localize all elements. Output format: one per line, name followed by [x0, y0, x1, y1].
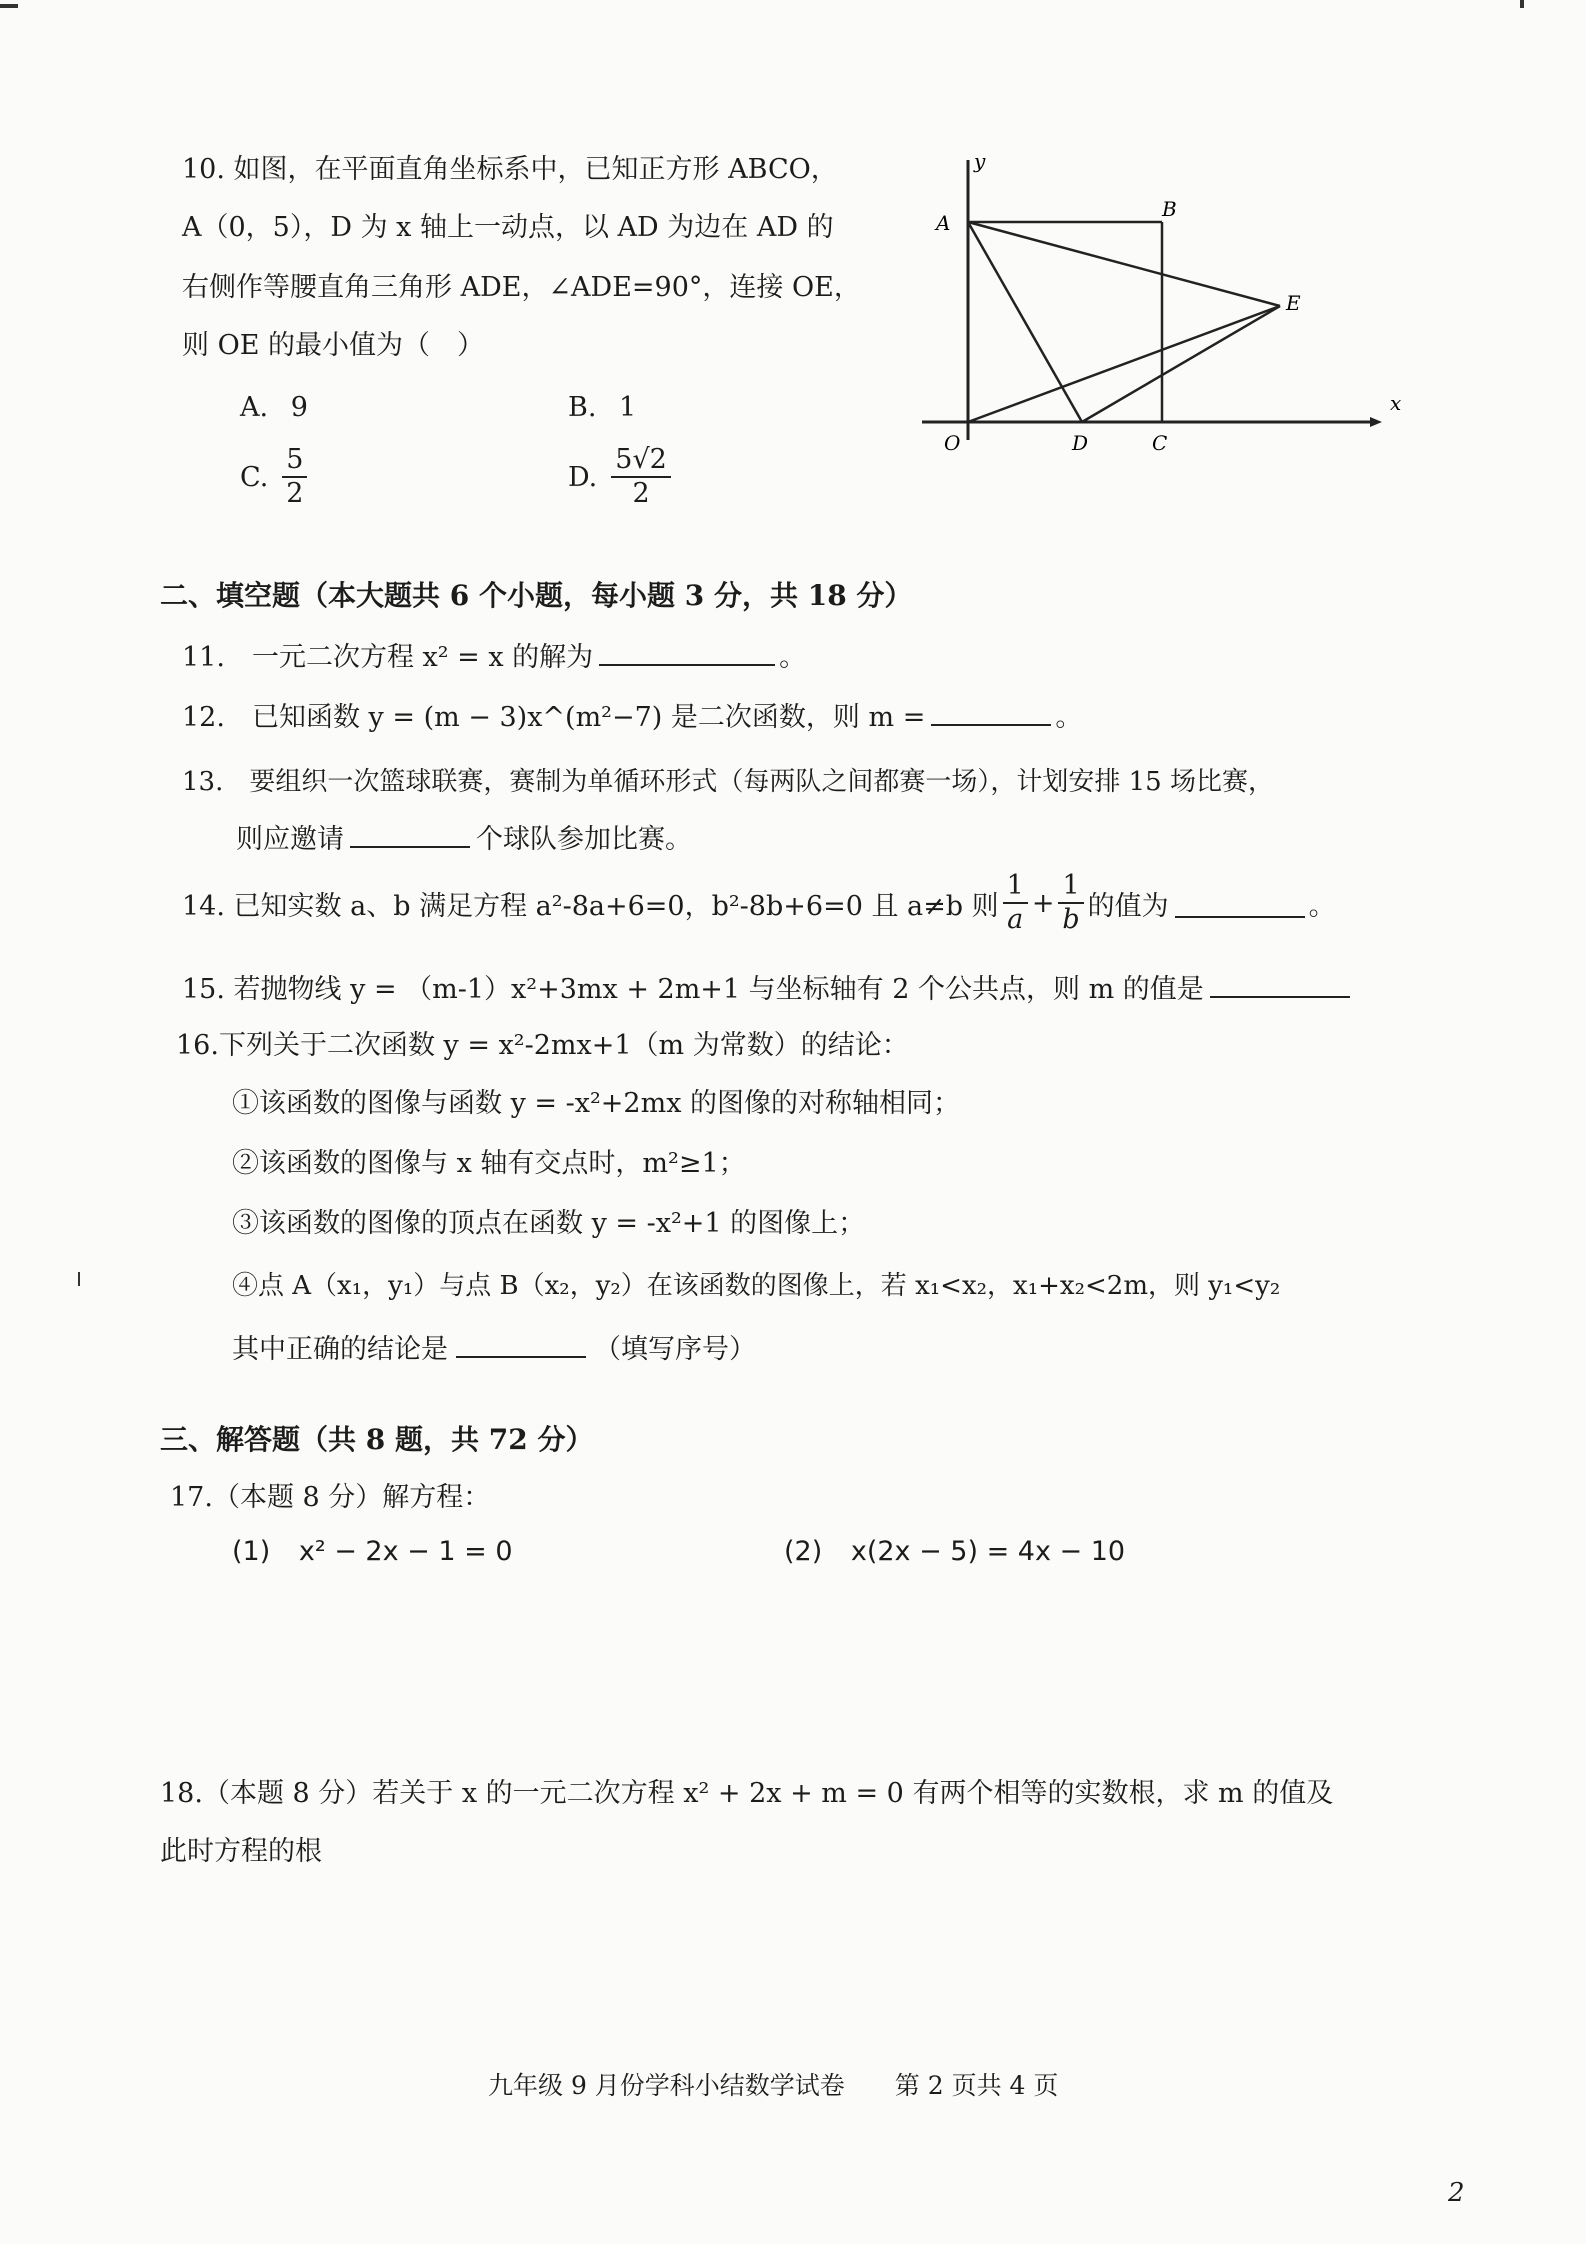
segment-DE: [1082, 306, 1280, 422]
segment-AD: [968, 222, 1082, 422]
q16-ask: [232, 1328, 756, 1370]
option-b-label: B.: [568, 392, 597, 423]
q12-end: 。: [1055, 702, 1083, 733]
q11-end: 。: [779, 642, 807, 673]
q17-part-2: [784, 1532, 1125, 1572]
q14-f1-denominator: a: [1007, 904, 1024, 935]
q16-conclusion-3: ③该函数的图像的顶点在函数 y = -x²+1 的图像上；: [232, 1208, 866, 1239]
q14-end: 。: [1308, 890, 1336, 922]
section-2-title: 二、填空题（本大题共 6 个小题，每小题 3 分，共 18 分）: [160, 579, 913, 612]
q17-title: 17.（本题 8 分）解方程：: [170, 1482, 491, 1513]
q13-answer-blank: [350, 818, 470, 848]
q16-intro: 16.下列关于二次函数 y = x²-2mx+1（m 为常数）的结论：: [176, 1030, 909, 1061]
scan-corner-mark-right: [1520, 0, 1524, 8]
q13-text-before: 则应邀请: [236, 824, 344, 855]
q10-figure: [900, 140, 1420, 470]
option-c-numerator: 5: [282, 444, 307, 478]
scan-dot-left: [78, 1272, 80, 1286]
q15-answer-blank: [1210, 968, 1350, 998]
option-d-label: D.: [568, 461, 598, 493]
q15-text: 15. 若抛物线 y = （m-1）x²+3mx + 2m+1 与坐标轴有 2 个公共点，则 m 的值是: [182, 974, 1204, 1005]
label-O: O: [944, 431, 961, 455]
q12-answer-blank: [931, 696, 1051, 726]
q10-line-3: 右侧作等腰直角三角形 ADE，∠ADE=90°，连接 OE，: [182, 272, 861, 303]
q14-fraction-1: [1003, 870, 1028, 936]
option-b-value: 1: [619, 392, 637, 423]
q14-tail: 的值为: [1087, 890, 1169, 922]
q16-conclusion-2: ②该函数的图像与 x 轴有交点时，m²≥1；: [232, 1148, 746, 1179]
option-c-denominator: 2: [286, 478, 304, 509]
option-a: [240, 388, 308, 428]
q10-line-1: 10. 如图，在平面直角坐标系中，已知正方形 ABCO，: [182, 154, 838, 185]
option-c: [240, 444, 311, 510]
option-d-fraction: [611, 444, 671, 510]
label-E: E: [1286, 291, 1301, 315]
question-11: [182, 636, 806, 678]
q17-p1-label: (1): [232, 1536, 271, 1567]
q11-text: 11. 一元二次方程 x² = x 的解为: [182, 642, 594, 673]
q17-p1-equation: x² − 2x − 1 = 0: [298, 1536, 513, 1567]
q16-ask-text: 其中正确的结论是: [232, 1334, 448, 1365]
option-d-numerator: 5√2: [611, 444, 671, 478]
label-D: D: [1072, 431, 1089, 455]
q13-text-after: 个球队参加比赛。: [476, 824, 692, 855]
option-b: [568, 388, 636, 428]
option-c-label: C.: [240, 461, 269, 493]
label-A: A: [936, 211, 951, 235]
q16-answer-blank: [456, 1328, 586, 1358]
q13-line-1: 13. 要组织一次篮球联赛，赛制为单循环形式（每两队之间都赛一场），计划安排 15 场比赛，: [182, 767, 1274, 797]
x-axis-arrow: [1370, 417, 1382, 427]
q13-line-2: [236, 818, 692, 860]
page-footer: 九年级 9 月份学科小结数学试卷 第 2 页共 4 页: [488, 2071, 1059, 2100]
q14-answer-blank: [1175, 888, 1305, 918]
scan-corner-mark-left: [0, 4, 18, 8]
q17-p2-equation: x(2x − 5) = 4x − 10: [850, 1536, 1126, 1567]
label-B: B: [1162, 197, 1177, 221]
q18-line-2: 此时方程的根: [160, 1836, 322, 1867]
segment-AE: [968, 222, 1280, 306]
q10-line-4: 则 OE 的最小值为（ ）: [182, 330, 485, 361]
option-d: [568, 444, 675, 510]
option-a-value: 9: [290, 392, 308, 423]
option-c-fraction: [282, 444, 307, 510]
question-12: [182, 696, 1082, 738]
question-15: [182, 968, 1350, 1010]
option-d-denominator: 2: [632, 478, 650, 509]
label-x: x: [1390, 391, 1402, 415]
page-corner-number: 2: [1448, 2178, 1465, 2208]
segment-OE: [968, 306, 1280, 422]
section-3-title: 三、解答题（共 8 题，共 72 分）: [160, 1423, 594, 1456]
q14-f1-numerator: 1: [1003, 870, 1028, 904]
q14-f2-numerator: 1: [1058, 870, 1083, 904]
q16-ask-tail: （填写序号）: [594, 1334, 756, 1365]
label-y: y: [974, 149, 986, 173]
q10-line-2: A（0，5），D 为 x 轴上一动点，以 AD 为边在 AD 的: [182, 212, 834, 243]
option-a-label: A.: [240, 392, 269, 423]
question-14: [182, 870, 1336, 936]
q17-part-1: [232, 1532, 513, 1572]
q16-conclusion-4: ④点 A（x₁，y₁）与点 B（x₂，y₂）在该函数的图像上，若 x₁<x₂，x₁+x₂<2m，则 y₁<y₂: [232, 1271, 1281, 1301]
q16-conclusion-1: ①该函数的图像与函数 y = -x²+2mx 的图像的对称轴相同；: [232, 1088, 961, 1119]
q11-answer-blank: [599, 636, 775, 666]
q12-text: 12. 已知函数 y = (m − 3)x^(m²−7) 是二次函数，则 m =: [182, 702, 926, 733]
label-C: C: [1152, 431, 1168, 455]
q17-p2-label: (2): [784, 1536, 823, 1567]
q14-fraction-2: [1058, 870, 1083, 936]
q14-plus: +: [1031, 887, 1055, 919]
q14-f2-denominator: b: [1062, 904, 1080, 935]
q14-text: 14. 已知实数 a、b 满足方程 a²-8a+6=0，b²-8b+6=0 且 a≠b 则: [182, 890, 999, 922]
q18-line-1: 18.（本题 8 分）若关于 x 的一元二次方程 x² + 2x + m = 0 有两个相等的实数根，求 m 的值及: [160, 1778, 1334, 1809]
